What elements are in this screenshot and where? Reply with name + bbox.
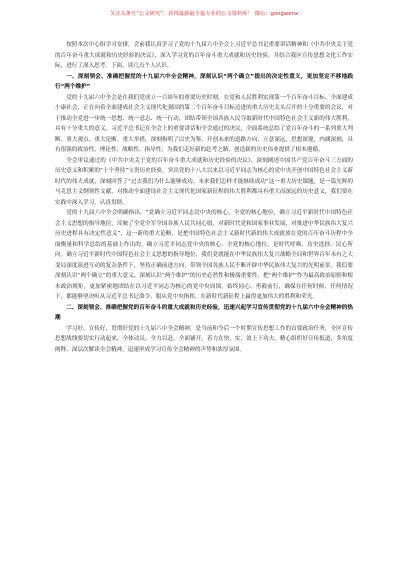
section-heading-1: 一、深刻领会、准确把握党的十九届六中全会精神，深刻认识“两个确立”提出的决定性意义，更加坚定不移地践行“两个维护” bbox=[55, 73, 353, 90]
document-body bbox=[55, 40, 353, 355]
paragraph: 全会审议通过的《中共中央关于党的百年奋斗重大成就和历史经验的决议》，深刻阐述中国共产党百年奋斗三方面的历史意义和积累的“十个坚持”宝贵历史经验，突出党的十八大以来以习近平同志为核心的党中央开创中国特色社会主义新时代的伟大成就，深刻回答了“过去我们为什么能够成功、未来我们怎样才能继续成功”这一重大历史课题，是一篇光辉的马克思主义纲领性文献，对推动全面建设社会主义现代化国家新征程的伟大胜利都具有重大而深远的历史意义，我们要在实践中深入学习，认真贯彻。 bbox=[55, 157, 353, 206]
paragraph: 学习好、宣传好、贯彻好党的十九届六中全会精神，是当前和今后一个时期宣传思想工作的首要政治任务，全区宣传思想战线要切实行动起来，全体动员、全力以赴、全面铺开，着力在快、实、效上下功夫，精心组织好宣传报道，多角度阐释、深层次解读全会精神，迅速形成学习宣传全会精神的声势和浓厚氛围。 bbox=[55, 325, 353, 353]
paragraph: 党的十九届六中全会是在我们党成立一百周年的重要历史时刻，在党和人民胜利实现第一个百年奋斗目标、全面建成小康社会，正在向着全面建成社会主义现代化强国的第二个百年奋斗目标迈进的重大历史关头召开的十分重要的会议，对于推动全党进一步统一思想、统一意志、统一行动，团结带领全国各族人民夺取新时代中国特色社会主义新的伟大胜利，具有十分重大的意义。习近平总书记在全会上的重要讲话和全会通过的决议，全面系统总结了党百年奋斗的一系列重大判断、重大观点、重大论断、重大举措，深刻指明了以史为鉴、开创未来的道路方向，立意深远，思想深邃，内涵深刻，具有很强的政治性、理论性、战略性、指导性，为我们走好新的赶考之路、创造新的历史伟业提供了根本遵循。 bbox=[55, 94, 353, 153]
header-banner: 关注头条号“公文研究”，获得最新最全最专业的公文资料库！ 微信：gongwenx bbox=[109, 11, 299, 17]
section-heading-2: 二、深刻领会、准确把握党的百年奋斗的重大成就和历史经验，迅速兴起学习宣传贯彻党的十九届六中全会精神的热潮 bbox=[55, 304, 353, 321]
paragraph: 党的十九届六中全会明确指出，“党确立习近平同志党中央的核心、全党的核心地位，确立习近平新时代中国特色社会主义思想的指导地位，反映了全党全军全国各族人民共同心愿，对新时代党和国家事业发展，对推进中华民族伟大复兴历史进程具有决定性意义”，这一新的重大论断，是把中国特色社会主义新时代新的伟大成就放在党的百年奋斗历程中全面衡量和科学总结的基础上作出的。确立习近平同志党中央的核心、全党的核心地位，是时代呼唤、历史选择、民心所向。确立习近平新时代中国特色社会主义思想的指导地位，我们党就能在中华民族伟大复兴战略全局和世界百年未有之大变局深度演进互动的复杂条件下，坚持正确前进方向，带领全国各族人民不断开辟中华民族伟大复兴的光明前景。我们要深刻认识“两个确立”的重大意义，深刻认识“两个维护”的历史必然性和极端重要性，把“两个维护”作为最高政治原则和根本政治规矩，更加紧密地团结在以习近平同志为核心的党中央周围，始终同心、勇毅前行，确保在任何时候、任何情况下，都能够坚决听从习近平总书记命令、服从党中央指挥，在新时代新征程上赢得更加伟大的胜利和荣光。 bbox=[55, 210, 353, 300]
paragraph-intro: 按照本次中心组学习安排，会前我认真学习了党的十九届六中全会上习近平总书记重要讲话精神和《中共中央关于党的百年奋斗重大成就和历史经验的决议》，深入学习党的百年奋斗重大成就和历史经验，并结合我区宣传思想文化工作实际，进行了深入思考。下面，谈几点个人认识。 bbox=[55, 42, 353, 69]
